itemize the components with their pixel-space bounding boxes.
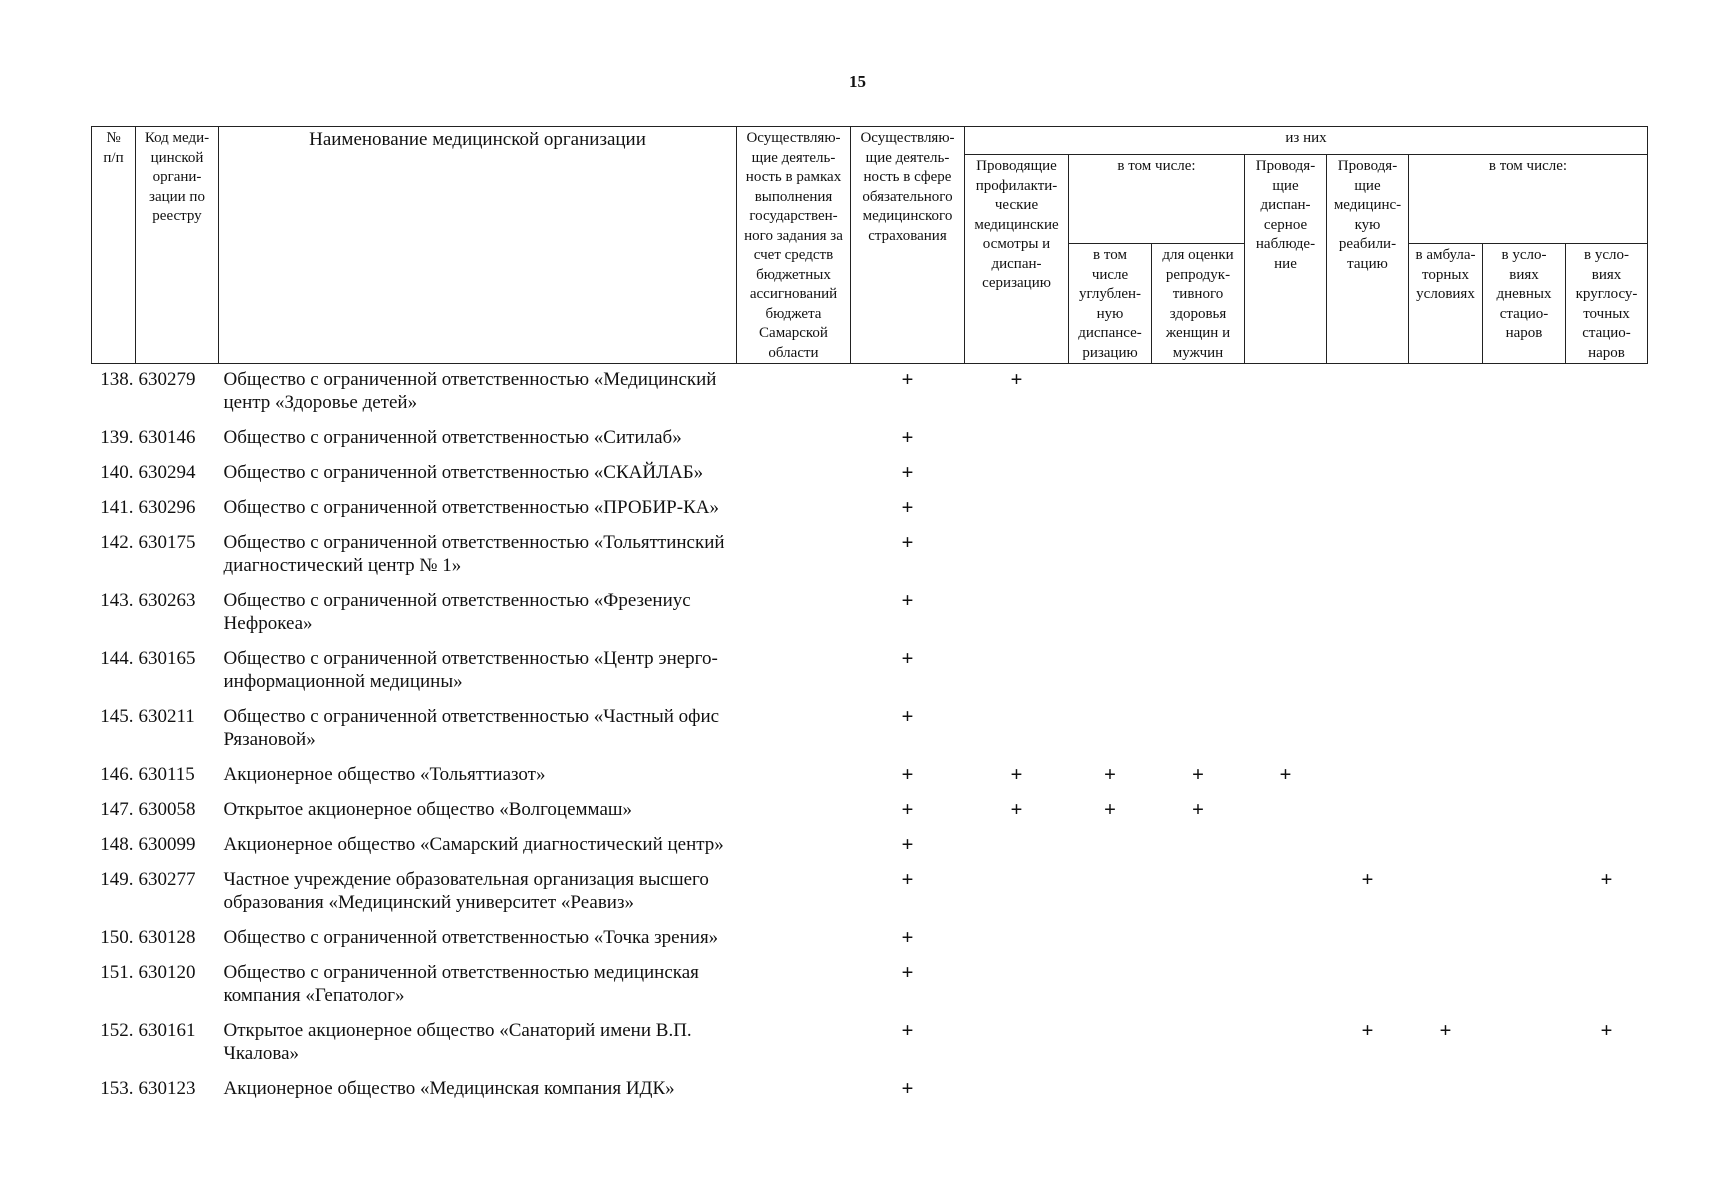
state-task-mark: [737, 920, 851, 955]
deep-mark: [1069, 364, 1152, 421]
repro-mark: [1152, 420, 1245, 455]
rehab-mark: [1327, 583, 1409, 641]
repro-mark: [1152, 827, 1245, 862]
org-code: 630128: [138, 927, 196, 948]
disp-mark: [1245, 1013, 1327, 1071]
oms-mark: +: [901, 367, 914, 391]
round-mark: [1566, 792, 1648, 827]
round-mark: [1566, 827, 1648, 862]
row-number: 146.: [100, 764, 134, 785]
header-incl-1: в том числе:: [1069, 155, 1245, 244]
prof-mark: +: [1010, 762, 1023, 786]
org-name: Открытое акционерное общество «Санаторий имени В.П. Чкалова»: [223, 1020, 692, 1064]
state-task-mark: [737, 583, 851, 641]
table-row: [92, 490, 1648, 525]
amb-mark: [1409, 525, 1483, 583]
disp-mark: [1245, 699, 1327, 757]
org-code: 630279: [138, 369, 196, 390]
row-number: 144.: [100, 648, 134, 669]
day-mark: [1483, 955, 1566, 1013]
org-name: Общество с ограниченной ответственностью «Частный офис Рязановой»: [223, 706, 720, 750]
deep-mark: [1069, 420, 1152, 455]
state-task-mark: [737, 1013, 851, 1071]
disp-mark: [1245, 1071, 1327, 1106]
table-row: [92, 827, 1648, 862]
org-name: Общество с ограниченной ответственностью «СКАЙЛАБ»: [223, 462, 704, 483]
prof-mark: [965, 827, 1069, 862]
round-mark: +: [1600, 867, 1613, 891]
table-row: [92, 862, 1648, 920]
amb-mark: +: [1439, 1018, 1452, 1042]
disp-mark: [1245, 862, 1327, 920]
org-code: 630263: [138, 590, 196, 611]
round-mark: +: [1600, 1018, 1613, 1042]
deep-mark: [1069, 525, 1152, 583]
disp-mark: [1245, 455, 1327, 490]
rehab-mark: [1327, 641, 1409, 699]
org-name: Общество с ограниченной ответственностью «Фрезениус Нефрокеа»: [223, 590, 691, 634]
round-mark: [1566, 757, 1648, 792]
org-code: 630123: [138, 1078, 196, 1099]
amb-mark: [1409, 792, 1483, 827]
rehab-mark: [1327, 490, 1409, 525]
oms-mark: +: [901, 646, 914, 670]
row-number: 138.: [100, 369, 134, 390]
round-mark: [1566, 641, 1648, 699]
org-name: Акционерное общество «Медицинская компания ИДК»: [223, 1078, 675, 1099]
state-task-mark: [737, 862, 851, 920]
state-task-mark: [737, 1071, 851, 1106]
round-mark: [1566, 699, 1648, 757]
state-task-mark: [737, 955, 851, 1013]
day-mark: [1483, 1071, 1566, 1106]
deep-mark: [1069, 490, 1152, 525]
row-number: 148.: [100, 834, 134, 855]
table-row: [92, 420, 1648, 455]
day-mark: [1483, 641, 1566, 699]
round-mark: [1566, 920, 1648, 955]
repro-mark: [1152, 525, 1245, 583]
round-mark: [1566, 955, 1648, 1013]
day-mark: [1483, 862, 1566, 920]
amb-mark: [1409, 583, 1483, 641]
org-name: Открытое акционерное общество «Волгоцеммаш»: [223, 799, 633, 820]
row-number: 149.: [100, 869, 134, 890]
oms-mark: +: [901, 960, 914, 984]
row-number: 142.: [100, 532, 134, 553]
oms-mark: +: [901, 1018, 914, 1042]
day-mark: [1483, 364, 1566, 421]
amb-mark: [1409, 827, 1483, 862]
org-code: 630165: [138, 648, 196, 669]
amb-mark: [1409, 490, 1483, 525]
org-name: Общество с ограниченной ответственностью «ПРОБИР-КА»: [223, 497, 719, 518]
table-row: [92, 364, 1648, 421]
header-round: в усло- виях круглосу- точных стацио- наров: [1566, 244, 1648, 364]
amb-mark: [1409, 420, 1483, 455]
org-name: Общество с ограниченной ответственностью медицинская компания «Гепатолог»: [223, 962, 699, 1006]
deep-mark: [1069, 862, 1152, 920]
amb-mark: [1409, 641, 1483, 699]
day-mark: [1483, 792, 1566, 827]
amb-mark: [1409, 862, 1483, 920]
oms-mark: +: [901, 925, 914, 949]
repro-mark: [1152, 920, 1245, 955]
rehab-mark: [1327, 920, 1409, 955]
deep-mark: +: [1104, 762, 1116, 786]
org-name: Общество с ограниченной ответственностью «Точка зрения»: [223, 927, 719, 948]
deep-mark: [1069, 827, 1152, 862]
org-name: Общество с ограниченной ответственностью «Медицинский центр «Здоровье детей»: [223, 369, 717, 413]
table-row: [92, 525, 1648, 583]
org-code: 630277: [138, 869, 196, 890]
disp-mark: [1245, 641, 1327, 699]
rehab-mark: [1327, 827, 1409, 862]
state-task-mark: [737, 792, 851, 827]
repro-mark: [1152, 364, 1245, 421]
rehab-mark: [1327, 699, 1409, 757]
prof-mark: [965, 955, 1069, 1013]
day-mark: [1483, 583, 1566, 641]
state-task-mark: [737, 364, 851, 421]
row-number: 143.: [100, 590, 134, 611]
state-task-mark: [737, 641, 851, 699]
repro-mark: +: [1192, 797, 1204, 821]
header-disp: Проводя- щие диспан- серное наблюде- ние: [1245, 155, 1327, 364]
oms-mark: +: [901, 832, 914, 856]
oms-mark: +: [901, 762, 914, 786]
round-mark: [1566, 364, 1648, 421]
oms-mark: +: [901, 495, 914, 519]
table-body: [92, 364, 1648, 1107]
repro-mark: [1152, 455, 1245, 490]
row-number: 150.: [100, 927, 134, 948]
deep-mark: +: [1104, 797, 1116, 821]
header-incl-2: в том числе:: [1409, 155, 1648, 244]
rehab-mark: [1327, 792, 1409, 827]
day-mark: [1483, 455, 1566, 490]
round-mark: [1566, 420, 1648, 455]
table-row: [92, 757, 1648, 792]
prof-mark: [965, 862, 1069, 920]
disp-mark: [1245, 490, 1327, 525]
prof-mark: +: [1010, 367, 1023, 391]
repro-mark: [1152, 583, 1245, 641]
amb-mark: [1409, 955, 1483, 1013]
repro-mark: +: [1192, 762, 1204, 786]
disp-mark: [1245, 420, 1327, 455]
repro-mark: [1152, 1013, 1245, 1071]
row-number: 151.: [100, 962, 134, 983]
org-name: Общество с ограниченной ответственностью «Ситилаб»: [223, 427, 682, 448]
amb-mark: [1409, 699, 1483, 757]
rehab-mark: [1327, 420, 1409, 455]
row-number: 139.: [100, 427, 134, 448]
header-prof: Проводящие профилакти- ческие медицинские осмотры и диспан- серизацию: [965, 155, 1069, 364]
oms-mark: +: [901, 867, 914, 891]
day-mark: [1483, 420, 1566, 455]
oms-mark: +: [901, 588, 914, 612]
org-code: 630146: [138, 427, 196, 448]
row-number: 140.: [100, 462, 134, 483]
deep-mark: [1069, 1013, 1152, 1071]
row-number: 153.: [100, 1078, 134, 1099]
header-rehab: Проводя- щие медицинс- кую реабили- тацию: [1327, 155, 1409, 364]
rehab-mark: [1327, 1071, 1409, 1106]
row-number: 147.: [100, 799, 134, 820]
round-mark: [1566, 1071, 1648, 1106]
day-mark: [1483, 1013, 1566, 1071]
registry-table: [91, 126, 1648, 1106]
prof-mark: [965, 583, 1069, 641]
repro-mark: [1152, 641, 1245, 699]
header-oms: Осуществляю- щие деятель- ность в сфере обязательного медицинского страхования: [851, 127, 965, 364]
repro-mark: [1152, 1071, 1245, 1106]
table-row: [92, 699, 1648, 757]
disp-mark: [1245, 583, 1327, 641]
org-code: 630058: [138, 799, 196, 820]
state-task-mark: [737, 525, 851, 583]
prof-mark: [965, 641, 1069, 699]
disp-mark: [1245, 364, 1327, 421]
org-name: Частное учреждение образовательная организация высшего образования «Медицинский университет «Реавиз»: [223, 869, 709, 913]
day-mark: [1483, 699, 1566, 757]
rehab-mark: +: [1361, 1018, 1374, 1042]
day-mark: [1483, 920, 1566, 955]
header-code: Код меди- цинской органи- зации по реестру: [136, 127, 219, 364]
header-of-them: из них: [965, 127, 1648, 155]
row-number: 152.: [100, 1020, 134, 1041]
round-mark: [1566, 583, 1648, 641]
org-code: 630175: [138, 532, 196, 553]
prof-mark: [965, 455, 1069, 490]
org-code: 630294: [138, 462, 196, 483]
disp-mark: [1245, 955, 1327, 1013]
header-amb: в амбула- торных условиях: [1409, 244, 1483, 364]
oms-mark: +: [901, 425, 914, 449]
repro-mark: [1152, 699, 1245, 757]
prof-mark: +: [1010, 797, 1023, 821]
repro-mark: [1152, 862, 1245, 920]
header-num: № п/п: [92, 127, 136, 364]
disp-mark: [1245, 792, 1327, 827]
amb-mark: [1409, 920, 1483, 955]
repro-mark: [1152, 955, 1245, 1013]
prof-mark: [965, 1013, 1069, 1071]
deep-mark: [1069, 955, 1152, 1013]
state-task-mark: [737, 420, 851, 455]
rehab-mark: [1327, 955, 1409, 1013]
table-header: [92, 127, 1648, 364]
oms-mark: +: [901, 1076, 914, 1100]
oms-mark: +: [901, 530, 914, 554]
state-task-mark: [737, 490, 851, 525]
rehab-mark: [1327, 757, 1409, 792]
org-code: 630211: [138, 706, 195, 727]
oms-mark: +: [901, 460, 914, 484]
amb-mark: [1409, 455, 1483, 490]
table-row: [92, 455, 1648, 490]
org-code: 630099: [138, 834, 196, 855]
day-mark: [1483, 490, 1566, 525]
disp-mark: +: [1279, 762, 1292, 786]
oms-mark: +: [901, 797, 914, 821]
org-name: Общество с ограниченной ответственностью «Центр энерго-информационной медицины»: [223, 648, 718, 692]
header-repro: для оценки репродук- тивного здоровья женщин и мужчин: [1152, 244, 1245, 364]
deep-mark: [1069, 455, 1152, 490]
org-name: Акционерное общество «Самарский диагностический центр»: [223, 834, 724, 855]
deep-mark: [1069, 920, 1152, 955]
day-mark: [1483, 827, 1566, 862]
day-mark: [1483, 525, 1566, 583]
deep-mark: [1069, 641, 1152, 699]
disp-mark: [1245, 827, 1327, 862]
disp-mark: [1245, 525, 1327, 583]
table-row: [92, 1071, 1648, 1106]
table-row: [92, 955, 1648, 1013]
row-number: 141.: [100, 497, 134, 518]
org-code: 630296: [138, 497, 196, 518]
table-row: [92, 792, 1648, 827]
deep-mark: [1069, 1071, 1152, 1106]
org-name: Акционерное общество «Тольяттиазот»: [223, 764, 546, 785]
round-mark: [1566, 525, 1648, 583]
header-deep: в том числе углублен- ную диспансе- ризацию: [1069, 244, 1152, 364]
row-number: 145.: [100, 706, 134, 727]
round-mark: [1566, 455, 1648, 490]
header-name: Наименование медицинской организации: [219, 127, 737, 364]
prof-mark: [965, 420, 1069, 455]
rehab-mark: +: [1361, 867, 1374, 891]
rehab-mark: [1327, 525, 1409, 583]
prof-mark: [965, 920, 1069, 955]
prof-mark: [965, 490, 1069, 525]
deep-mark: [1069, 699, 1152, 757]
org-code: 630115: [138, 764, 195, 785]
table-row: [92, 583, 1648, 641]
state-task-mark: [737, 455, 851, 490]
org-name: Общество с ограниченной ответственностью «Тольяттинский диагностический центр № 1»: [223, 532, 725, 576]
day-mark: [1483, 757, 1566, 792]
disp-mark: [1245, 920, 1327, 955]
org-code: 630161: [138, 1020, 196, 1041]
state-task-mark: [737, 827, 851, 862]
round-mark: [1566, 490, 1648, 525]
amb-mark: [1409, 364, 1483, 421]
deep-mark: [1069, 583, 1152, 641]
prof-mark: [965, 1071, 1069, 1106]
rehab-mark: [1327, 364, 1409, 421]
amb-mark: [1409, 1071, 1483, 1106]
oms-mark: +: [901, 704, 914, 728]
state-task-mark: [737, 699, 851, 757]
page-number: 15: [849, 72, 866, 91]
prof-mark: [965, 699, 1069, 757]
header-day: в усло- виях дневных стацио- наров: [1483, 244, 1566, 364]
table-row: [92, 641, 1648, 699]
repro-mark: [1152, 490, 1245, 525]
header-state-task: Осуществляю- щие деятель- ность в рамках выполнения государствен- ного задания за счет средств бюджетных ассигнований бюджета Самарской области: [737, 127, 851, 364]
table-row: [92, 1013, 1648, 1071]
prof-mark: [965, 525, 1069, 583]
state-task-mark: [737, 757, 851, 792]
rehab-mark: [1327, 455, 1409, 490]
org-code: 630120: [138, 962, 196, 983]
amb-mark: [1409, 757, 1483, 792]
table-row: [92, 920, 1648, 955]
